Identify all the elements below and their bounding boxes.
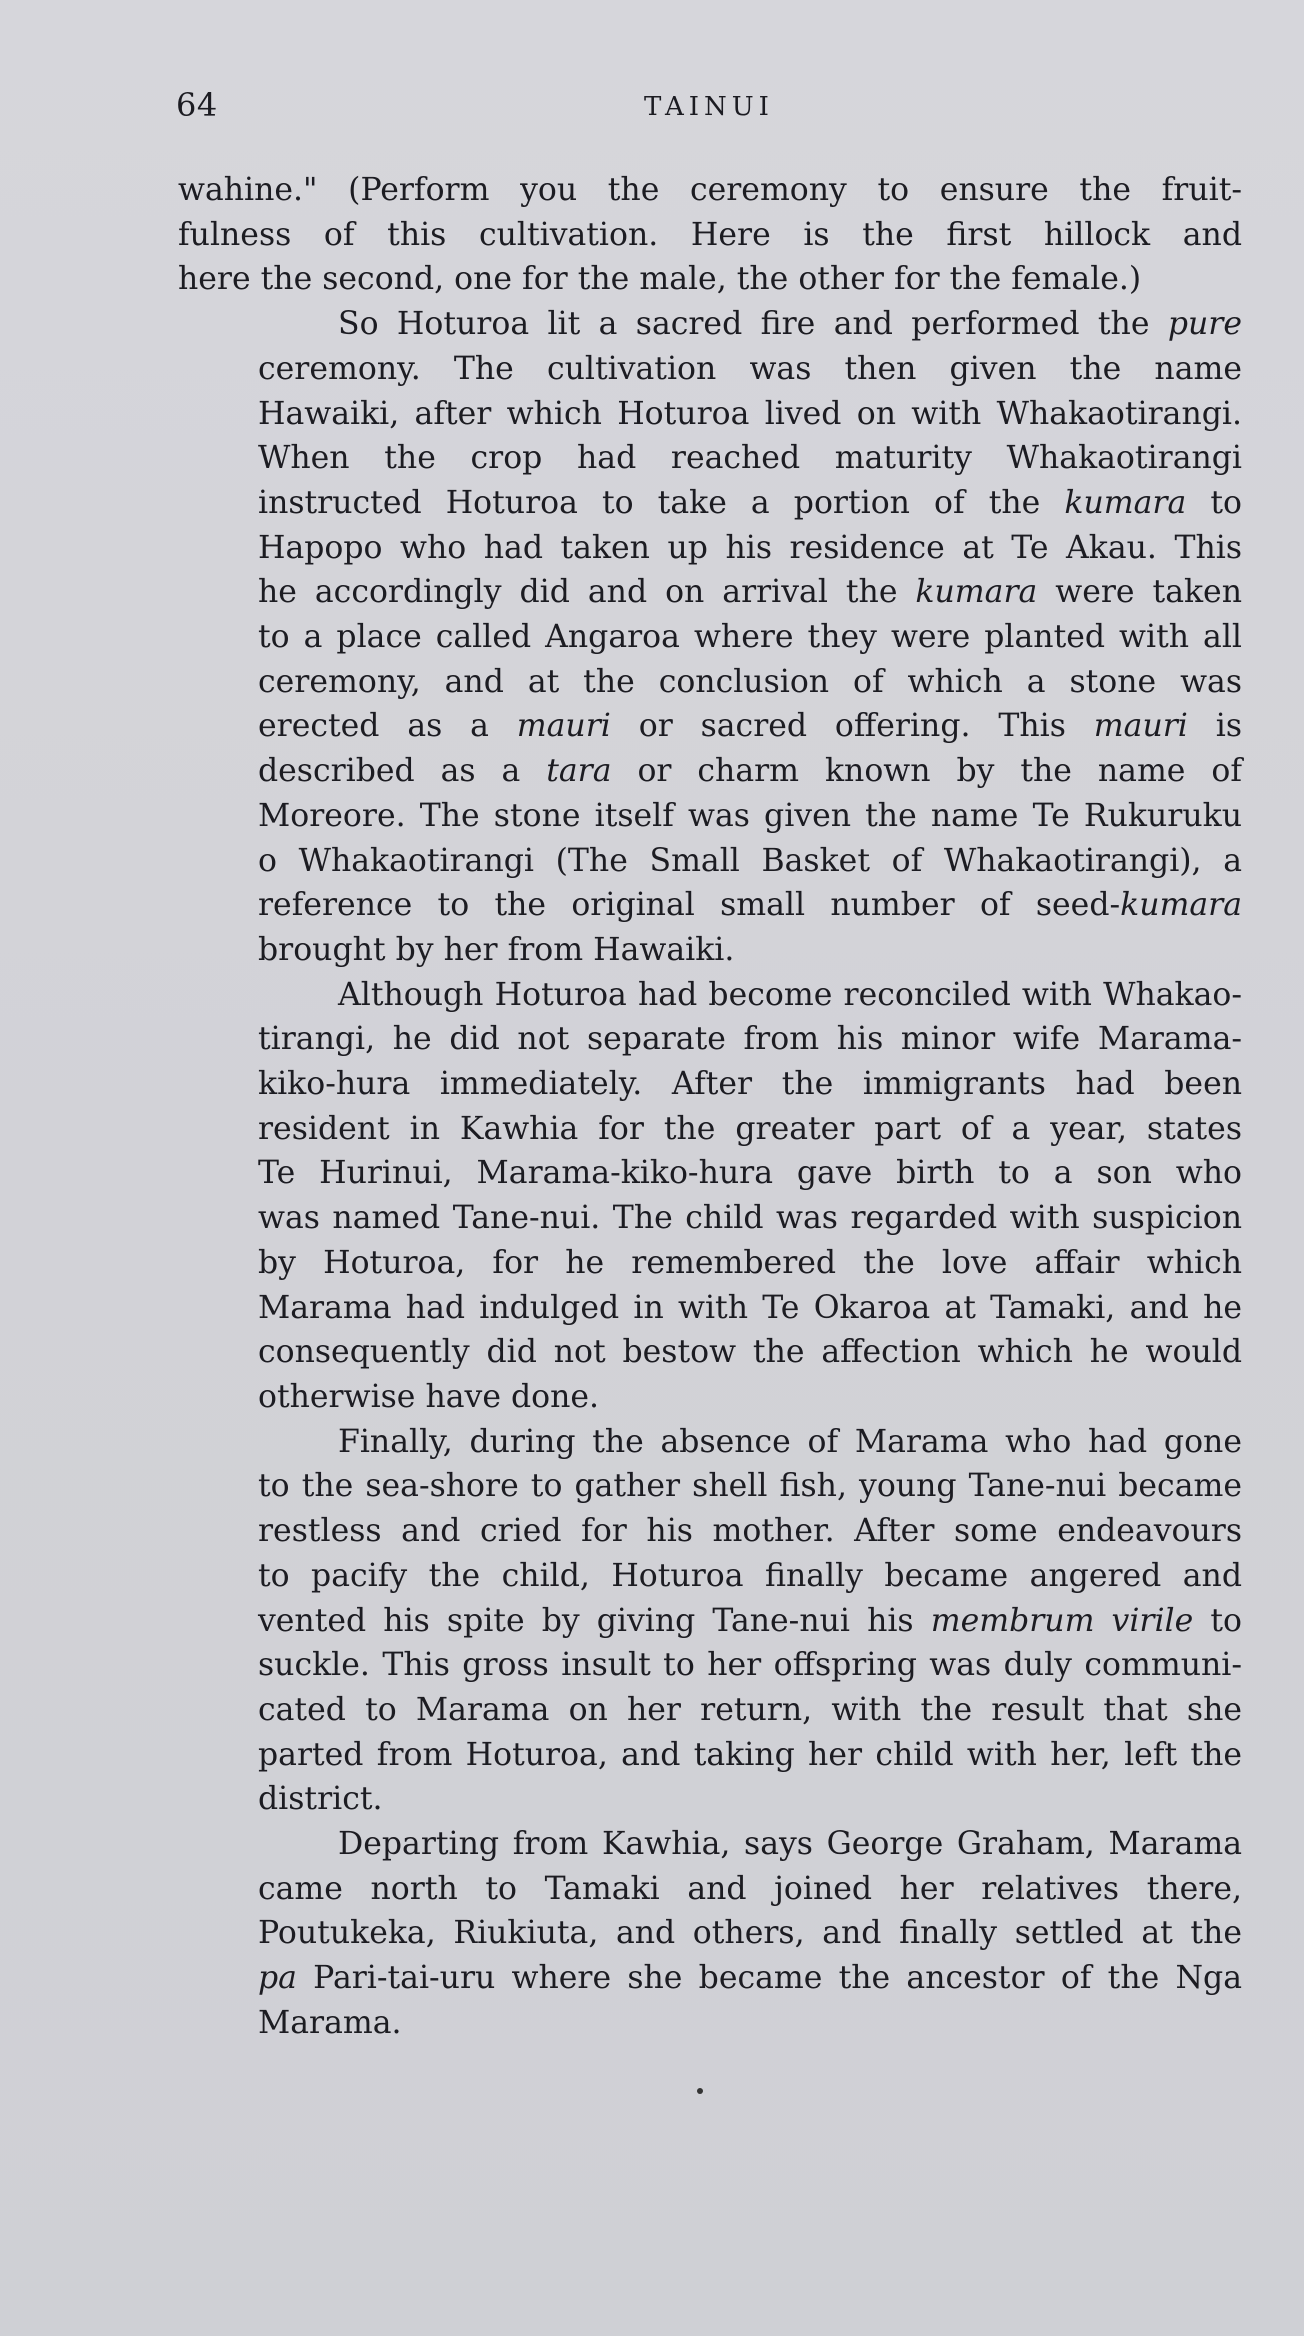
text-line: reference to the original small number of seed-kumara (258, 887, 1242, 924)
text-line: Departing from Kawhia, says George Graham, Marama (338, 1826, 1242, 1863)
text-line: ceremony. The cultivation was then given the name (258, 350, 1242, 387)
text-line: Poutukeka, Riukiuta, and others, and finally settled at the (258, 1915, 1242, 1952)
text-line: o Whakaotirangi (The Small Basket of Whakaotirangi), a (258, 842, 1242, 879)
page-number: 64 (176, 86, 218, 124)
text-line: Finally, during the absence of Marama who had gone (338, 1423, 1242, 1460)
text-line: Hawaiki, after which Hoturoa lived on with Whakaotirangi. (258, 395, 1242, 432)
text-line: Moreore. The stone itself was given the name Te Rukuruku (258, 797, 1242, 834)
text-line: Te Hurinui, Marama-kiko-hura gave birth to a son who (258, 1155, 1242, 1192)
body-text (178, 168, 1242, 2046)
text-line: described as a tara or charm known by the name of (258, 753, 1243, 790)
paragraph (178, 302, 1242, 973)
text-line: restless and cried for his mother. After some endeavours (258, 1513, 1242, 1550)
italic-term: tara (546, 753, 612, 790)
italic-term: kumara (915, 574, 1038, 611)
text-line: So Hoturoa lit a sacred fire and performed the pure (338, 306, 1242, 343)
italic-term: membrum virile (930, 1602, 1194, 1639)
paragraph (178, 973, 1242, 1420)
text-line: brought by her from Hawaiki. (258, 931, 735, 968)
text-line: to the sea-shore to gather shell fish, young Tane-nui became (258, 1468, 1242, 1505)
text-line: district. (258, 1781, 383, 1818)
text-line: parted from Hoturoa, and taking her child with her, left the (258, 1736, 1242, 1773)
italic-term: mauri (516, 708, 611, 745)
text-line: Hapopo who had taken up his residence at Te Akau. This (258, 529, 1242, 566)
italic-term: kumara (1120, 887, 1242, 924)
running-head: TAINUI (644, 92, 774, 122)
text-line: to a place called Angaroa where they were planted with all (258, 619, 1242, 656)
text-line: by Hoturoa, for he remembered the love affair which (258, 1244, 1242, 1281)
italic-term: mauri (1093, 708, 1188, 745)
text-line: vented his spite by giving Tane-nui his membrum virile to (258, 1602, 1242, 1639)
text-line: When the crop had reached maturity Whakaotirangi (258, 440, 1242, 477)
text-line: Marama. (258, 2004, 402, 2041)
paragraph (178, 168, 1242, 302)
text-line: ceremony, and at the conclusion of which a stone was (258, 663, 1242, 700)
italic-term: pure (1167, 306, 1242, 343)
text-line: instructed Hoturoa to take a portion of the kumara to (258, 484, 1242, 521)
text-line: otherwise have done. (258, 1378, 600, 1415)
text-line: tirangi, he did not separate from his minor wife Marama- (258, 1021, 1242, 1058)
text-line: cated to Marama on her return, with the result that she (258, 1691, 1242, 1728)
text-line: here the second, one for the male, the other for the female.) (178, 261, 1142, 298)
paragraph (178, 1822, 1242, 2046)
text-line: resident in Kawhia for the greater part of a year, states (258, 1110, 1242, 1147)
text-line: Marama had indulged in with Te Okaroa at Tamaki, and he (258, 1289, 1242, 1326)
text-line: kiko-hura immediately. After the immigrants had been (258, 1066, 1242, 1103)
text-line: pa Pari-tai-uru where she became the ancestor of the Nga (258, 1960, 1242, 1997)
text-line: to pacify the child, Hoturoa finally became angered and (258, 1557, 1242, 1594)
text-line: wahine." (Perform you the ceremony to ensure the fruit- (178, 172, 1242, 208)
page-header (176, 86, 1242, 134)
text-line: he accordingly did and on arrival the kumara were taken (258, 574, 1242, 611)
italic-term: kumara (1064, 484, 1187, 521)
paragraph (178, 1420, 1242, 1822)
italic-term: pa (258, 1960, 297, 1997)
text-line: Although Hoturoa had become reconciled with Whakao- (338, 976, 1242, 1013)
text-line: consequently did not bestow the affection which he would (258, 1334, 1242, 1371)
text-line: came north to Tamaki and joined her relatives there, (258, 1870, 1242, 1907)
text-line: was named Tane-nui. The child was regarded with suspicion (258, 1200, 1242, 1237)
text-line: suckle. This gross insult to her offspring was duly communi- (258, 1647, 1242, 1684)
text-line: erected as a mauri or sacred offering. This mauri is (258, 708, 1242, 745)
text-line: fulness of this cultivation. Here is the first hillock and (178, 216, 1242, 253)
printer-mark (697, 2088, 703, 2094)
